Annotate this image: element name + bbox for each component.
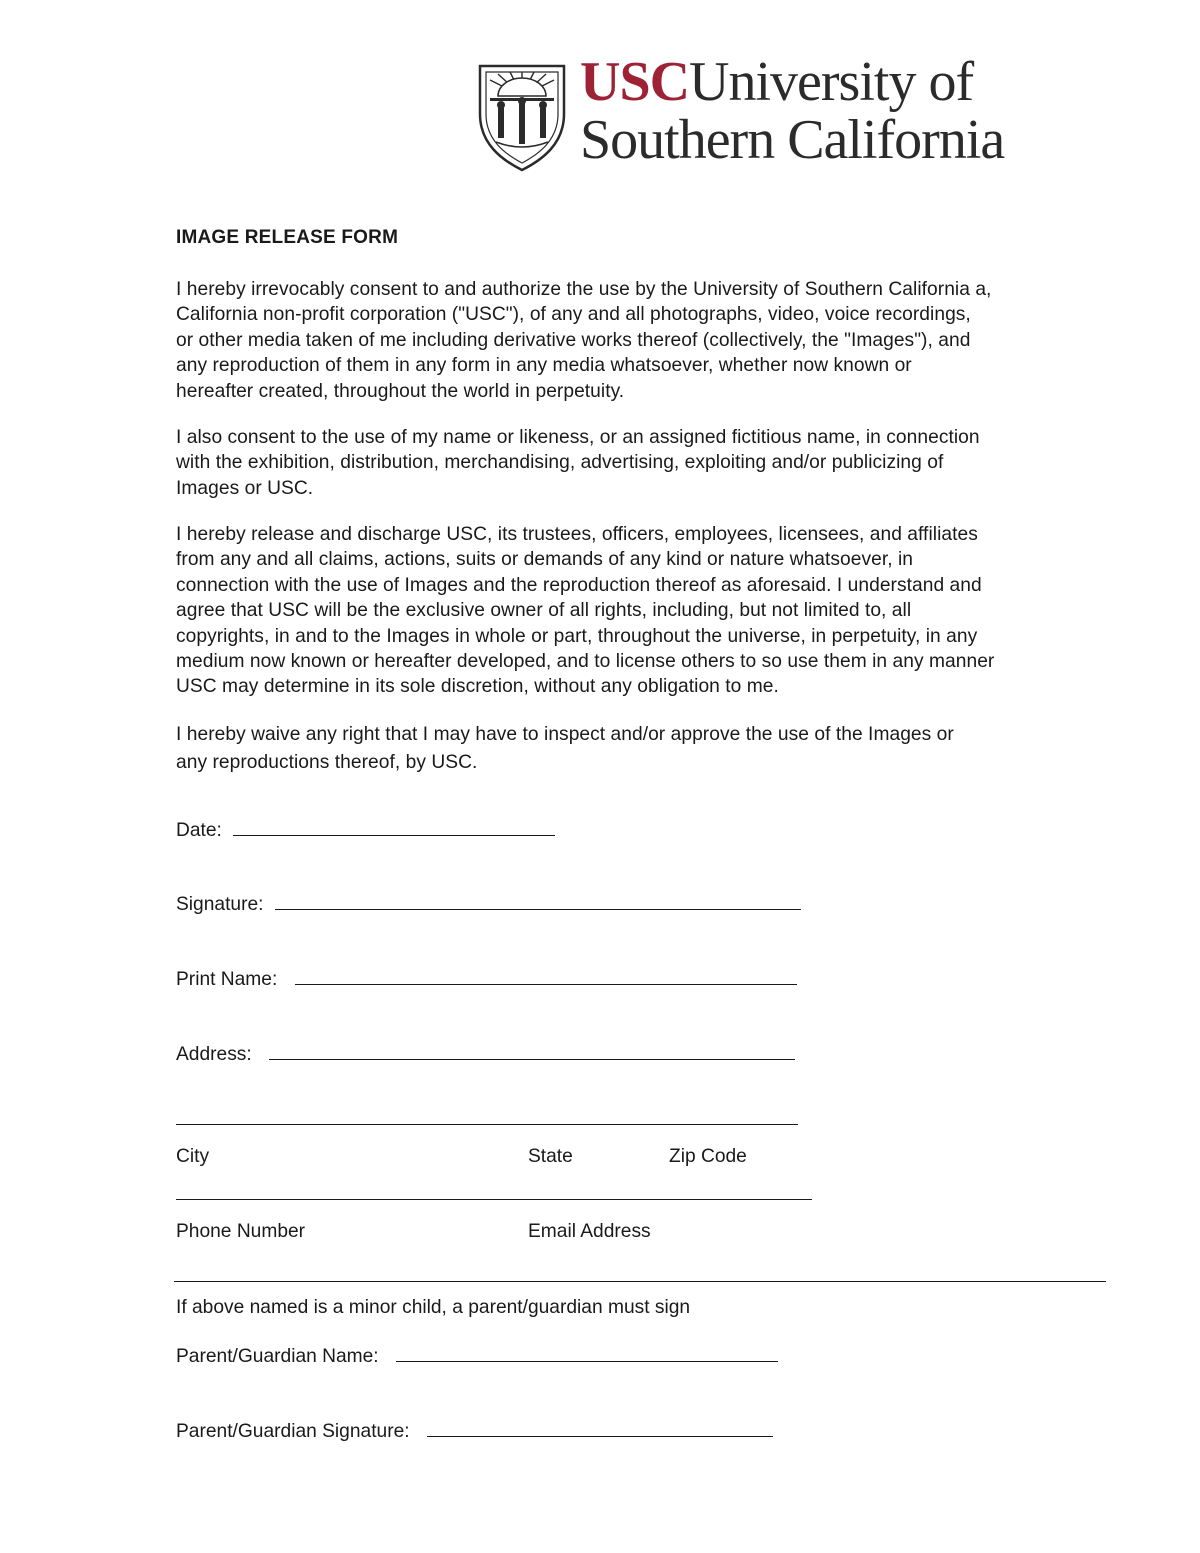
text-line: connection with the use of Images and the reproduction thereof as aforesaid. I understand and [176,574,982,596]
city-label: City [176,1146,210,1167]
phone-email-input[interactable] [176,1199,812,1200]
address-field [176,1044,795,1066]
guardian-signature-input[interactable] [427,1422,773,1437]
date-input[interactable] [233,821,555,836]
text-line: California non-profit corporation ("USC"), of any and all photographs, video, voice recordings, [176,304,971,326]
text-line: any reproduction of them in any form in any media whatsoever, whether now known or [176,355,912,377]
text-line: I hereby waive any right that I may have to inspect and/or approve the use of the Images or [176,724,954,745]
text-line: copyrights, in and to the Images in whole or part, throughout the universe, in perpetuity, in any [176,625,978,647]
guardian-name-input[interactable] [396,1347,778,1362]
text-line: Images or USC. [176,477,314,499]
address-label: Address: [176,1044,252,1065]
section-divider [174,1281,1106,1282]
consent-paragraph [176,277,1106,404]
guardian-signature-label: Parent/Guardian Signature: [176,1421,410,1442]
wordmark-line1 [580,51,1010,113]
address-input[interactable] [269,1045,795,1060]
text-line: or other media taken of me including derivative works thereof (collectively, the "Images"), and [176,329,971,351]
date-label: Date: [176,820,222,841]
print-name-label: Print Name: [176,969,278,990]
text-line: hereafter created, throughout the world in perpetuity. [176,380,625,402]
wordmark-university: University of [689,51,974,113]
date-field [176,820,555,842]
text-line: I hereby irrevocably consent to and authorize the use by the University of Southern California a, [176,279,992,300]
state-label: State [528,1146,573,1167]
text-line: from any and all claims, actions, suits or demands of any kind or nature whatsoever, in [176,549,914,571]
signature-label: Signature: [176,894,264,915]
minor-note: If above named is a minor child, a parent/guardian must sign [176,1297,691,1318]
guardian-name-field [176,1346,778,1368]
phone-number-label: Phone Number [176,1221,306,1242]
city-state-zip-input[interactable] [176,1124,798,1125]
email-address-label: Email Address [528,1221,651,1242]
waiver-paragraph [176,721,1106,777]
usc-wordmark [580,51,1010,171]
wordmark-line2: Southern California [580,109,1005,171]
text-line: medium now known or hereafter developed, and to license others to so use them in any manner [176,651,995,673]
usc-logo [476,52,1016,172]
likeness-paragraph [176,425,1106,501]
wordmark-usc: USC [580,51,690,113]
print-name-input[interactable] [295,970,797,985]
text-line: I also consent to the use of my name or likeness, or an assigned fictitious name, in connection [176,427,980,448]
guardian-name-label: Parent/Guardian Name: [176,1346,379,1367]
usc-seal-icon [476,52,568,172]
release-paragraph [176,522,1106,700]
text-line: I hereby release and discharge USC, its trustees, officers, employees, licensees, and affiliates [176,524,978,545]
signature-field [176,894,801,916]
zip-code-label: Zip Code [669,1146,747,1167]
text-line: any reproductions thereof, by USC. [176,752,478,773]
guardian-signature-field [176,1421,773,1443]
text-line: with the exhibition, distribution, merchandising, advertising, exploiting and/or publicizing of [176,452,944,474]
form-title: IMAGE RELEASE FORM [176,227,399,248]
signature-input[interactable] [275,895,801,910]
text-line: agree that USC will be the exclusive owner of all rights, including, but not limited to, all [176,600,912,622]
print-name-field [176,969,797,991]
text-line: USC may determine in its sole discretion, without any obligation to me. [176,676,779,698]
